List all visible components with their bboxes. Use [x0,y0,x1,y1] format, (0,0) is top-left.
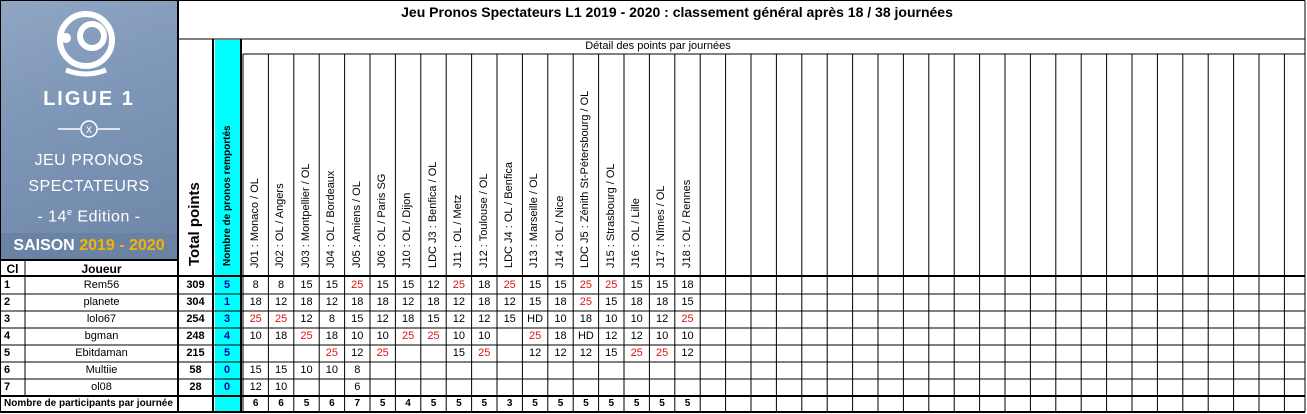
footer-count: 5 [633,398,640,409]
pronos-count: 5 [223,347,231,359]
footer-count: 5 [481,398,488,409]
header-pronos-remportes: Nombre de pronos remportés [222,125,233,266]
score-cell: 8 [252,279,259,291]
header-cl: Cl [6,262,19,276]
journee-header: J11 : OL / Metz [452,194,465,268]
score-cell: 12 [427,279,440,291]
score-cell: HD [527,313,544,325]
score-cell: 6 [354,381,361,393]
score-cell: 10 [452,330,465,342]
score-cell: 10 [376,330,389,342]
score-cell: 25 [655,347,669,359]
score-cell: 25 [376,347,389,359]
score-cell: 12 [300,313,313,325]
total-points: 58 [189,364,202,376]
score-cell: 18 [351,296,364,308]
score-cell: 10 [655,330,669,342]
player-name: Multiie [85,364,118,376]
score-cell: 18 [579,313,592,325]
score-cell: 10 [681,330,694,342]
footer-count: 5 [532,398,538,409]
rank-cell: 6 [4,364,11,376]
journee-header: J05 : Amiens / OL [350,181,363,268]
svg-text:X: X [85,126,93,136]
score-cell: 25 [300,330,313,342]
score-cell: 15 [401,279,415,291]
score-cell: 25 [579,296,592,308]
journee-header: LDC J4 : OL / Benfica [503,162,515,268]
score-cell: 15 [376,279,389,291]
total-points: 28 [189,381,202,393]
logo-line1: JEU PRONOS [34,152,144,169]
score-cell: 15 [655,279,669,291]
rank-cell: 4 [4,330,11,342]
header-joueur: Joueur [81,262,122,276]
score-cell: 12 [554,347,567,359]
journee-header: J13 : Marseille / OL [528,173,541,268]
score-cell: 12 [325,296,338,308]
score-cell: 10 [249,330,262,342]
logo-brand: LIGUE 1 [43,88,135,110]
score-cell: 12 [579,347,592,359]
score-cell: 10 [605,313,618,325]
score-cell: 15 [503,313,516,325]
score-cell: 15 [554,279,567,291]
total-points: 304 [186,296,205,308]
score-cell: 25 [325,347,338,359]
score-cell: 10 [554,313,567,325]
score-cell: 15 [427,313,440,325]
score-cell: 12 [249,381,262,393]
score-cell: 25 [579,279,592,291]
score-cell: 18 [427,296,440,308]
score-cell: 18 [630,296,643,308]
score-cell: 15 [300,279,313,291]
score-cell: 15 [605,347,618,359]
journee-header: J02 : OL / Angers [274,183,287,268]
score-cell: 10 [630,313,643,325]
score-cell: 18 [401,313,415,325]
score-cell: 8 [328,313,335,325]
journee-header: J04 : OL / Bordeaux [325,170,338,268]
logo-saison: SAISON 2019 - 2020 [0,233,178,259]
journee-header: LDC J5 : Zénith St-Pétersbourg / OL [579,90,592,268]
score-cell: 18 [376,296,389,308]
pronos-count: 4 [223,330,231,342]
score-cell: 25 [528,330,542,342]
pronos-count: 3 [223,313,231,325]
journee-header: J03 : Montpellier / OL [299,163,312,268]
score-cell: 12 [605,330,618,342]
footer-count: 5 [456,398,462,409]
score-cell: 18 [554,330,567,342]
footer-count: 7 [354,398,361,409]
total-points: 248 [186,330,205,342]
score-cell: 25 [681,313,694,325]
score-cell: 25 [503,279,516,291]
pronos-count: 0 [223,364,231,376]
score-cell: 15 [325,279,338,291]
journee-header: J17 : Nîmes / OL [655,185,668,268]
score-cell: 15 [249,364,262,376]
score-cell: 12 [376,313,389,325]
footer-count: 5 [303,398,310,409]
score-cell: 12 [655,313,669,325]
score-cell: 25 [478,347,491,359]
score-cell: 18 [300,296,313,308]
score-cell: 25 [401,330,415,342]
player-name: planete [83,296,120,308]
pronos-count: 0 [223,381,231,393]
score-cell: 18 [478,296,491,308]
logo-line2: SPECTATEURS [28,178,150,195]
score-cell: 25 [630,347,643,359]
score-cell: 12 [401,296,415,308]
score-cell: 12 [630,330,643,342]
score-cell: 10 [274,381,288,393]
pronos-count: 1 [223,296,231,308]
detail-label: Détail des points par journées [585,40,731,52]
footer-count: 5 [684,398,691,409]
score-cell: 12 [503,296,516,308]
score-cell: 15 [605,296,618,308]
header-total-points: Total points [186,182,203,266]
pronos-count: 5 [223,279,231,291]
score-cell: 12 [274,296,288,308]
score-cell: 8 [354,364,361,376]
score-cell: 15 [274,364,288,376]
footer-count: 6 [278,398,284,409]
footer-count: 5 [430,398,437,409]
score-cell: 25 [351,279,364,291]
score-cell: 12 [351,347,364,359]
journee-header: J15 : Strasbourg / OL [604,163,617,268]
footer-label: Nombre de participants par journée [4,398,173,409]
score-cell: 25 [249,313,262,325]
journee-header: J16 : OL / Lille [630,198,642,268]
score-cell: 15 [351,313,364,325]
score-cell: 18 [249,296,262,308]
journee-header: LDC J3 : Benfica / OL [426,161,439,268]
score-cell: 18 [325,330,338,342]
total-points: 215 [186,347,205,359]
score-cell: 18 [655,296,669,308]
rank-cell: 7 [4,381,11,393]
journee-header: J06 : OL / Paris SG [376,173,388,268]
journee-header: J10 : OL / Dijon [401,192,414,268]
footer-count: 5 [379,398,386,409]
score-cell: 10 [478,330,491,342]
score-cell: 15 [528,296,542,308]
footer-count: 5 [659,398,665,409]
footer-count: 6 [329,398,335,409]
total-points: 254 [186,313,205,325]
footer-count: 3 [506,398,513,409]
score-cell: HD [577,330,594,342]
player-name: lolo67 [86,313,117,325]
score-cell: 18 [554,296,567,308]
journee-header: J01 : Monaco / OL [249,178,261,268]
score-cell: 12 [681,347,694,359]
footer-count: 4 [405,398,411,409]
score-cell: 18 [274,330,288,342]
score-cell: 12 [452,296,465,308]
journee-header: J12 : Toulouse / OL [477,173,490,268]
logo-edition: - 14e Edition - [37,207,141,226]
score-cell: 10 [300,364,313,376]
player-name: ol08 [91,381,112,393]
rank-cell: 5 [4,347,11,359]
score-cell: 12 [528,347,542,359]
score-cell: 25 [605,279,618,291]
footer-count: 5 [557,398,564,409]
score-cell: 15 [528,279,542,291]
footer-count: 5 [608,398,615,409]
footer-count: 5 [583,398,589,409]
score-cell: 8 [278,279,285,291]
player-name: Rem56 [83,279,120,291]
player-name: bgman [84,330,119,342]
score-cell: 18 [681,279,694,291]
score-cell: 12 [478,313,491,325]
score-cell: 10 [325,364,338,376]
score-cell: 15 [681,296,694,308]
score-cell: 15 [452,347,465,359]
journee-header: J18 : OL / Rennes [680,179,693,268]
score-cell: 25 [274,313,288,325]
journee-header: J14 : OL / Nice [553,195,566,268]
total-points: 309 [186,279,205,291]
rank-cell: 2 [4,296,11,308]
score-cell: 25 [452,279,465,291]
score-cell: 10 [351,330,364,342]
score-cell: 25 [427,330,440,342]
rank-cell: 1 [4,279,11,291]
rank-cell: 3 [4,313,11,325]
score-cell: 12 [452,313,465,325]
player-name: Ebitdaman [75,347,128,359]
footer-count: 6 [252,398,259,409]
score-cell: 18 [478,279,491,291]
score-cell: 15 [630,279,643,291]
page-title: Jeu Pronos Spectateurs L1 2019 - 2020 : classement général après 18 / 38 journées [401,4,953,20]
